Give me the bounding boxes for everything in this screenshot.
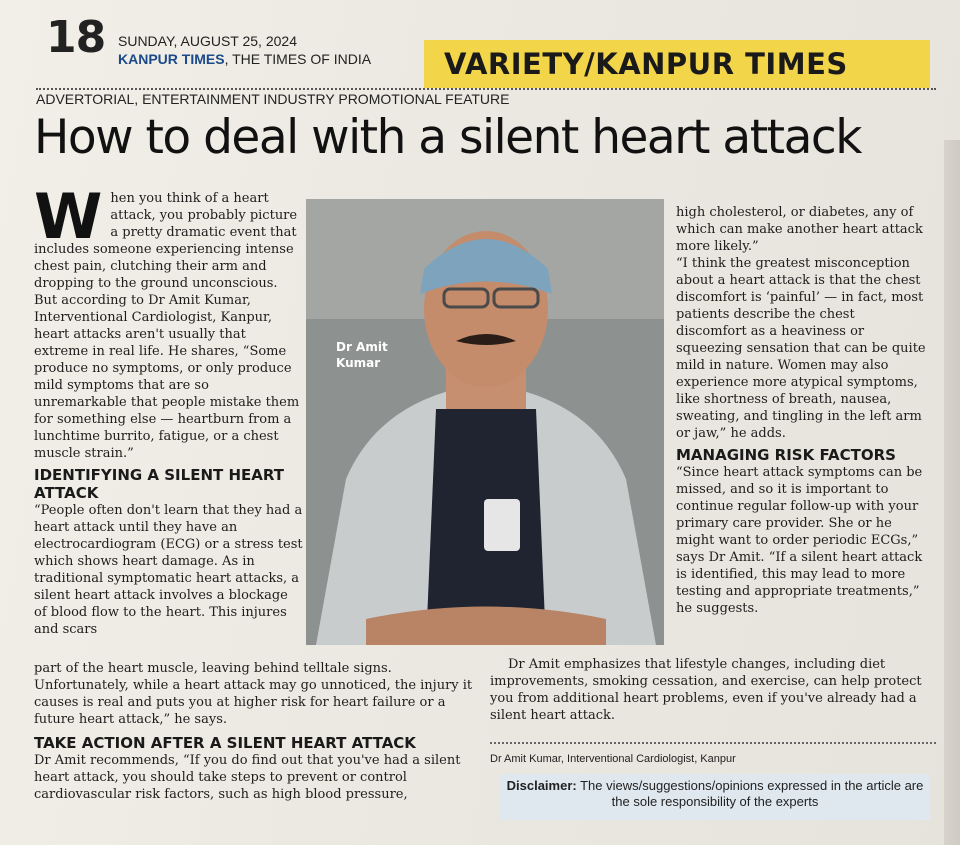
intro-paragraph: [34, 180, 304, 462]
issue-date: SUNDAY, AUGUST 25, 2024: [118, 33, 297, 49]
expert-credit: Dr Amit Kumar, Interventional Cardiologist, Kanpur: [490, 753, 736, 765]
disclaimer-text: The views/suggestions/opinions expressed in the article are the sole responsibility of the experts: [580, 778, 924, 809]
paper-suffix: , THE TIMES OF INDIA: [224, 51, 372, 67]
identifying-text: “People often don't learn that they had a heart attack until they have an electrocardiogram (ECG) or a stress test which shows heart damage. As in traditional symptomatic heart attacks, a silent heart attack involves a blockage of blood flow to the heart. This injures and scars: [34, 503, 303, 637]
disclaimer-box: [500, 774, 930, 820]
managing-text: “Since heart attack symptoms can be missed, and so it is important to continue regular follow-up with your primary care provider. She or he might want to order periodic ECGs,” says Dr Amit. “If a silent heart attack is identified, this may lead to more testing and appropriate treatments,” he suggests.: [676, 465, 923, 616]
identifying-continued: part of the heart muscle, leaving behind telltale signs. Unfortunately, while a heart attack may go unnoticed, the injury it causes is real and puts you at higher risk for heart failure or a future heart attack,” he says.: [34, 661, 473, 727]
doctor-photo: [306, 199, 664, 645]
article-headline: How to deal with a silent heart attack: [34, 110, 861, 165]
subhead-identifying: IDENTIFYING A SILENT HEART ATTACK: [34, 466, 284, 502]
take-action-text: Dr Amit recommends, “If you do find out that you've had a silent heart attack, you should take steps to prevent or control cardiovascular risk factors, such as high blood pressure,: [34, 753, 461, 802]
portrait-illustration: [306, 199, 664, 645]
advertorial-label: ADVERTORIAL, ENTERTAINMENT INDUSTRY PROMOTIONAL FEATURE: [36, 91, 510, 107]
subhead-take-action: TAKE ACTION AFTER A SILENT HEART ATTACK: [34, 734, 416, 752]
drop-cap: W: [34, 180, 103, 253]
continued-text: high cholesterol, or diabetes, any of which can make another heart attack more likely.”: [676, 205, 923, 254]
right-column: [676, 204, 926, 617]
paper-name: [118, 50, 371, 68]
misconception-text: “I think the greatest misconception about a heart attack is that the chest discomfort is ‘painful’ — in fact, most patients describe the chest discomfort as a heaviness or squeezing sensation that can be quite mild in nature. Women may also experience more atypical symptoms, like shortness of breath, nausea, sweating, and tingling in the left arm or jaw,” he adds.: [676, 256, 926, 441]
closing-block: [490, 656, 930, 724]
paper-brand: KANPUR TIMES: [118, 51, 225, 67]
section-title: VARIETY/KANPUR TIMES: [444, 47, 848, 81]
section-banner: [424, 40, 930, 88]
subhead-managing: MANAGING RISK FACTORS: [676, 446, 896, 464]
lower-left-block: [34, 660, 474, 803]
intro-text: hen you think of a heart attack, you probably picture a pretty dramatic event that includes someone experiencing intense chest pain, clutching their arm and dropping to the ground unconscious. But according to Dr Amit Kumar, Interventional Cardiologist, Kanpur, heart attacks aren't usually that extreme in real life. He shares, “Some produce no symptoms, or only produce mild symptoms that are so unremarkable that people mistake them for something else — heartburn from a lunchtime burrito, fatigue, or a chest muscle strain.”: [34, 191, 300, 461]
credit-divider: [490, 742, 936, 744]
left-column: [34, 180, 304, 638]
page-number: 18: [46, 12, 106, 63]
adjacent-page-edge: [944, 140, 960, 845]
dateline: [118, 32, 371, 68]
disclaimer-label: Disclaimer:: [506, 778, 577, 793]
closing-text: Dr Amit emphasizes that lifestyle changes, including diet improvements, smoking cessation, and exercise, can help protect you from additional heart problems, even if you've already had a silent heart attack.: [490, 657, 922, 723]
photo-caption: Dr Amit Kumar: [336, 340, 388, 370]
